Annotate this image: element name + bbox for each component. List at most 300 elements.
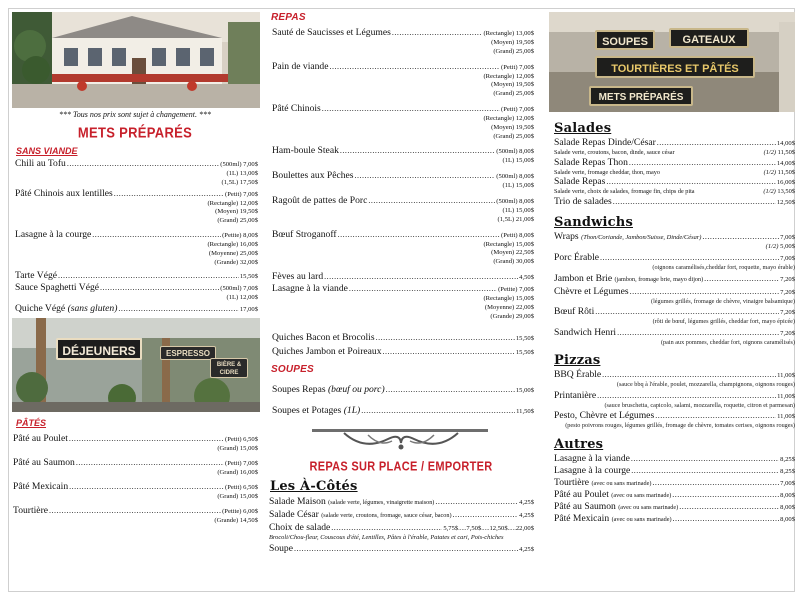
menu-item	[554, 465, 795, 477]
menu-item	[272, 346, 534, 358]
salades-list	[545, 137, 795, 208]
menu-item-price: 15,00$	[515, 387, 534, 395]
menu-item-price-option: (Grande) 29,00$	[490, 312, 534, 320]
menu-item-name	[554, 286, 629, 297]
menu-item	[15, 303, 258, 315]
autres-heading: Autres	[554, 436, 604, 452]
menu-item-row	[554, 390, 795, 402]
menu-item-desc: Salade verte, choix de salades, fromage fin, chips de pita	[554, 188, 695, 195]
menu-item-price: 7,20$	[780, 309, 795, 317]
menu-item-price: (500ml) 8,00$	[496, 148, 534, 156]
menu-item	[13, 457, 258, 478]
menu-item-note: (avec ou sans marinade)	[611, 515, 672, 523]
menu-item-price-option: (Rectangle) 12,00$	[483, 114, 534, 122]
menu-item-name-text: Sauce Spaghetti Végé	[15, 282, 100, 294]
menu-item	[554, 410, 795, 430]
menu-item	[272, 229, 534, 267]
leader-dots	[49, 505, 221, 516]
menu-item-row	[15, 188, 258, 200]
menu-item-name	[554, 252, 599, 263]
menu-item-row	[272, 271, 534, 283]
menu-item-row	[15, 158, 258, 170]
menu-item	[272, 271, 534, 283]
menu-item-price: 11,00$	[777, 392, 795, 400]
menu-item-row	[15, 270, 258, 282]
half-portion-price: 5,00$	[780, 242, 795, 250]
menu-item-row	[269, 509, 534, 521]
menu-item	[269, 496, 534, 508]
menu-item-price: (500ml) 7,00$	[220, 161, 258, 168]
menu-item-price-option: (Grand) 25,00$	[493, 132, 534, 140]
menu-item-name	[554, 477, 651, 489]
menu-item-name	[269, 509, 452, 521]
menu-item-name-text: Quiches Jambon et Poireaux	[272, 346, 382, 358]
menu-item-row	[13, 457, 258, 469]
menu-item-name-text: Lasagne à la viande	[272, 282, 348, 294]
leader-dots	[322, 103, 500, 114]
menu-item	[554, 137, 795, 157]
menu-item-name-text: Ham-boule Steak	[272, 145, 339, 157]
half-portion	[764, 169, 795, 177]
menu-item-name-text: Salade César	[269, 509, 319, 521]
menu-item-row	[272, 27, 534, 39]
menu-item-price: 8,25$	[780, 455, 795, 463]
menu-item-name-text: Pâté au Saumon	[554, 500, 616, 512]
menu-item	[554, 390, 795, 410]
menu-item	[272, 103, 534, 141]
menu-item-row	[15, 229, 258, 241]
menu-item-price: 17,00$	[239, 306, 258, 314]
leader-dots	[673, 513, 780, 524]
menu-item-note: (jambon, fromage brie, mayo dijon)	[614, 275, 704, 283]
menu-item-price: 4,25$	[519, 499, 534, 507]
leader-dots	[69, 481, 224, 492]
menu-item-price-option: (Rectangle) 12,00$	[483, 72, 534, 80]
leader-dots	[392, 27, 483, 38]
shop-signs-photo	[549, 12, 795, 112]
leader-dots	[118, 303, 238, 314]
leader-dots	[672, 489, 779, 500]
menu-item-name	[554, 157, 628, 168]
menu-item-desc: Salade verte, fromage cheddar, thon, mayo	[554, 168, 660, 176]
menu-item-note: (avec ou sans marinade)	[611, 491, 672, 499]
menu-item-price: 7,20$	[780, 329, 795, 337]
espresso-sign	[160, 346, 216, 360]
menu-item-price: (Petite) 6,00$	[222, 507, 258, 515]
menu-item-note: (avec ou sans marinade)	[618, 503, 679, 511]
half-portion-label: (1/2)	[763, 149, 777, 156]
tourtieres-sign	[595, 56, 755, 78]
menu-item-name-text: Pâté Chinois aux lentilles	[15, 187, 113, 199]
menu-item-row	[554, 196, 795, 208]
menu-item-row	[272, 61, 534, 73]
menu-item-name	[554, 327, 616, 338]
menu-item-row	[15, 282, 258, 294]
menu-item-price-option: (Grand) 15,00$	[217, 445, 258, 453]
menu-item-name	[272, 283, 348, 294]
menu-item-name-text: Pâté au Poulet	[554, 488, 609, 500]
half-portion-price: 11,50$	[777, 149, 795, 156]
menu-item-row	[272, 170, 534, 182]
menu-item-row	[554, 176, 795, 188]
ornament-divider	[268, 425, 534, 455]
menu-item-row	[554, 286, 795, 298]
menu-item-row	[554, 157, 795, 169]
menu-item-name-text: Sandwich Henri	[554, 326, 617, 338]
leader-dots	[294, 543, 518, 554]
menu-item-price-option: (Grand) 25,00$	[493, 90, 534, 98]
menu-item	[554, 286, 795, 306]
menu-item-name	[269, 522, 330, 533]
half-portion-label: (1/2)	[765, 242, 779, 250]
leader-dots	[100, 282, 219, 293]
leader-dots	[76, 457, 224, 468]
menu-item-name-text: Soupe	[269, 543, 293, 555]
menu-item-name	[554, 369, 601, 380]
menu-item-price-option: (Moyen) 19,50$	[491, 39, 534, 46]
pates-list	[10, 433, 260, 525]
menu-item	[13, 481, 258, 502]
menu-item-price-option: (1L) 15,00$	[502, 182, 534, 190]
menu-item-price: (Petite) 7,00$	[498, 285, 534, 293]
menu-item-name-text: Tourtière	[554, 476, 590, 488]
menu-item	[554, 477, 795, 489]
menu-item-price-option: (Moyenne) 25,00$	[208, 249, 258, 257]
menu-item-name-text: Salade Repas	[554, 176, 606, 187]
menu-item-name	[554, 513, 672, 525]
menu-item-row	[272, 405, 534, 417]
menu-item-name	[13, 457, 75, 468]
menu-item-name-text: Salade Maison	[269, 496, 326, 508]
menu-item-price: (Petit) 6,50$	[225, 436, 258, 444]
menu-item	[554, 157, 795, 177]
menu-item-row	[554, 477, 795, 489]
leader-dots	[704, 273, 779, 284]
menu-item-name-text: Tarte Végé	[15, 270, 58, 282]
menu-item-name	[554, 196, 612, 207]
menu-item-price-option: (Rectangle) 12,00$	[207, 199, 258, 207]
menu-item-name	[272, 271, 323, 282]
menu-item-price-option: (1L) 13,00$	[226, 170, 258, 177]
menu-item-name-text: Salade Repas Dinde/César	[554, 137, 656, 148]
menu-item-price-option: (Grande) 32,00$	[214, 258, 258, 266]
leader-dots	[386, 384, 515, 395]
leader-dots	[368, 195, 495, 206]
sandwichs-heading: Sandwichs	[554, 214, 633, 230]
leader-dots	[629, 157, 776, 168]
half-portion-label: (1/2)	[763, 168, 777, 176]
half-portion-price: 11,50$	[777, 168, 795, 176]
half-portion-price: 13,50$	[777, 188, 795, 195]
leader-dots	[679, 501, 779, 512]
leader-dots	[600, 252, 779, 263]
leader-dots	[114, 188, 224, 199]
menu-item-name-text: Quiches Bacon et Brocolis	[272, 332, 375, 344]
menu-item-desc: (rôti de bœuf, légumes grillés, cheddar fort, mayo épicée)	[652, 318, 795, 326]
menu-item	[269, 543, 534, 555]
menu-item-name	[272, 195, 367, 206]
menu-item-price: 4,25$	[519, 512, 534, 520]
leader-dots	[338, 229, 500, 240]
menu-item-price-option: (Moyen) 19,50$	[215, 208, 258, 216]
menu-item-name	[272, 405, 360, 416]
leader-dots	[630, 286, 780, 297]
menu-item-name-text: Tourtière	[13, 504, 49, 516]
menu-item-name-text: Wraps	[554, 230, 579, 242]
menu-item-name-text: Chili au Tofu	[15, 158, 66, 169]
menu-item	[554, 176, 795, 196]
salades-heading: Salades	[554, 121, 612, 136]
mets-prepares-sign	[589, 86, 693, 106]
menu-item-name	[554, 306, 594, 317]
leader-dots	[92, 229, 221, 240]
pizzas-heading: Pizzas	[554, 353, 601, 369]
repas-heading: REPAS	[271, 12, 306, 23]
menu-item-name-text: Lasagne à la courge	[15, 228, 92, 240]
menu-item-price: (Rectangle) 13,00$	[483, 30, 534, 37]
menu-item-note: (avec ou sans marinade)	[591, 479, 652, 487]
menu-item	[272, 61, 534, 99]
menu-item-price-option: (Grand) 16,00$	[217, 468, 258, 476]
menu-item-row	[554, 369, 795, 381]
menu-item	[15, 158, 258, 188]
repas-sur-place-heading: REPAS SUR PLACE / EMPORTER	[309, 460, 493, 475]
leader-dots	[655, 410, 776, 421]
menu-item-name-text: BBQ Érable	[554, 369, 602, 381]
gateaux-sign	[669, 28, 749, 48]
dejeuners-sign	[56, 338, 142, 360]
menu-item	[13, 433, 258, 454]
menu-item-price: (Petit) 7,00$	[501, 105, 534, 113]
leader-dots	[435, 496, 518, 507]
menu-item-name-text: Pain de viande	[272, 60, 329, 72]
leader-dots	[631, 465, 779, 476]
menu-item-desc-row	[554, 149, 795, 157]
menu-item	[554, 513, 795, 525]
menu-item	[554, 453, 795, 465]
sandwichs-list	[545, 231, 795, 347]
dejeuners-sign-photo	[12, 318, 260, 412]
menu-item-row	[554, 410, 795, 422]
menu-item-name	[272, 170, 354, 181]
menu-item-name-text: Fèves au lard	[272, 270, 324, 282]
menu-item-price-option: (Moyen) 19,50$	[491, 81, 534, 89]
menu-item-name-text: Salade Repas Thon	[554, 156, 628, 168]
leader-dots	[361, 405, 515, 416]
menu-item	[15, 270, 258, 282]
leader-dots	[331, 522, 442, 533]
menu-item-desc: (sauce bruschetta, capicolo, salami, mozzarella, roquette, citron et parmesan)	[604, 401, 795, 409]
pates-heading: PÂTÉS	[16, 418, 47, 429]
menu-item-price: 15,50$	[515, 335, 534, 343]
menu-item-name	[272, 27, 391, 38]
menu-item-row	[554, 453, 795, 465]
mets-prepares-sign-text: METS PRÉPARÉS	[598, 92, 684, 103]
menu-item-row	[272, 195, 534, 207]
menu-item-price: (Petit) 7,00$	[225, 459, 258, 467]
leader-dots	[606, 176, 775, 187]
menu-item	[272, 170, 534, 191]
menu-item-desc-row	[554, 169, 795, 177]
menu-item-price: 15,50$	[515, 349, 534, 357]
menu-item-price: 4,25$	[519, 546, 534, 554]
menu-item-name	[554, 390, 596, 401]
menu-item	[272, 195, 534, 225]
menu-item-row	[554, 501, 795, 513]
menu-item-name	[272, 61, 328, 72]
menu-item-price-option: (Moyen) 22,50$	[491, 249, 534, 257]
right-column	[545, 12, 795, 525]
menu-item-price: 11,00$	[777, 372, 795, 380]
menu-item-name	[554, 410, 654, 421]
half-portion-label: (1/2)	[763, 188, 776, 195]
menu-item	[13, 505, 258, 526]
leader-dots	[602, 369, 776, 380]
leader-dots	[69, 433, 224, 444]
leader-dots	[613, 196, 776, 207]
menu-item-note: (sans gluten)	[67, 303, 118, 315]
menu-item	[554, 196, 795, 208]
pizzas-list	[545, 369, 795, 430]
leader-dots	[349, 283, 497, 294]
gateaux-sign-text: GATEAUX	[682, 34, 736, 46]
menu-item-price-option: (Grande) 14,50$	[214, 516, 258, 524]
menu-item-price-option: (Rectangle) 16,00$	[207, 240, 258, 248]
menu-item-desc: (légumes grillés, fromage de chèvre, vinaigre balsamique)	[651, 297, 795, 305]
menu-item-note: (bœuf ou porc)	[327, 384, 385, 396]
leader-dots	[597, 390, 776, 401]
menu-item	[15, 229, 258, 267]
menu-item	[272, 283, 534, 321]
menu-item-note: (Thon/Coriande, Jambon/Suisse, Dinde/César)	[581, 233, 702, 241]
menu-item-note: (salade verte, légumes, vinaigrette maison)	[328, 499, 435, 507]
soupes-heading: SOUPES	[271, 364, 314, 376]
menu-item-name	[272, 229, 337, 240]
leader-dots	[383, 346, 515, 357]
menu-item-price-option: (Grand) 30,00$	[493, 258, 534, 266]
menu-item-name-text: Pâté au Saumon	[13, 456, 75, 468]
leader-dots	[58, 270, 239, 281]
menu-item-row	[272, 145, 534, 157]
price-change-notice: *** Tous nos prix sont sujet à changement. ***	[59, 110, 211, 119]
menu-item	[554, 369, 795, 389]
menu-item-name	[554, 137, 656, 148]
menu-item-name	[272, 145, 339, 156]
menu-item-price: 15,50$	[239, 273, 258, 281]
menu-item-name	[269, 496, 434, 508]
menu-item-row	[554, 231, 795, 243]
soupes-list	[268, 384, 534, 417]
leader-dots	[657, 137, 776, 148]
menu-item-price-option: (1L) 15,00$	[502, 157, 534, 165]
menu-item-row	[269, 522, 534, 534]
menu-item-row	[272, 103, 534, 115]
menu-item-name	[15, 229, 91, 240]
menu-item-price: 16,00$	[776, 179, 795, 186]
menu-item-name	[554, 231, 701, 243]
menu-item-price: (500ml) 8,00$	[496, 173, 534, 181]
menu-item-price: 7,00$	[780, 479, 795, 487]
menu-item-row	[554, 137, 795, 149]
menu-item	[272, 405, 534, 417]
menu-item-price: 14,00$	[776, 140, 795, 147]
menu-item	[554, 252, 795, 272]
menu-item-name-text: Pâté Mexicain	[554, 512, 610, 524]
menu-item-name	[554, 273, 703, 285]
leader-dots	[453, 509, 519, 520]
menu-item-price: (Petit) 8,00$	[501, 231, 534, 239]
menu-item-row	[554, 252, 795, 264]
menu-item	[15, 282, 258, 303]
menu-item	[554, 231, 795, 252]
menu-item-name	[15, 282, 99, 293]
sans-viande-heading: SANS VIANDE	[16, 146, 78, 156]
menu-item-price: 8,00$	[780, 503, 795, 511]
store-front-illustration	[12, 12, 260, 108]
menu-item-desc-row	[554, 188, 795, 196]
biere-cidre-sign-text: BIÈRE & CIDRE	[216, 362, 242, 377]
menu-item-price: (500ml) 8,00$	[496, 197, 534, 205]
menu-item-name-text: Quiche Végé	[15, 303, 66, 315]
menu-item	[272, 27, 534, 57]
choix-salade-desc: Brocoli/Chou-fleur, Couscous d'été, Lentilles, Pâtes à l'érable, Patates et cari, Pois-chiches	[269, 534, 504, 542]
menu-item	[554, 489, 795, 501]
menu-item-note: (salade verte, croutons, fromage, sauce césar, bacon)	[321, 512, 452, 520]
soupes-sign-text: SOUPES	[602, 36, 648, 48]
menu-item-name-text: Sauté de Saucisses et Légumes	[272, 27, 391, 38]
menu-item-row	[272, 346, 534, 358]
menu-item	[554, 273, 795, 285]
menu-item-row	[554, 273, 795, 285]
menu-item-name	[272, 384, 385, 395]
menu-item-name-text: Printanière	[554, 389, 597, 401]
half-portion	[764, 149, 795, 157]
menu-item-price: 7,20$	[780, 275, 795, 283]
menu-item-name	[269, 543, 293, 554]
half-portion	[763, 188, 795, 196]
menu-item-price: (500ml) 7,00$	[220, 285, 258, 293]
menu-item-row	[554, 513, 795, 525]
menu-item	[269, 522, 534, 534]
leader-dots	[67, 158, 219, 169]
menu-item-name	[13, 433, 68, 444]
menu-item-name	[272, 332, 375, 343]
menu-item-price: 7,00$	[780, 233, 795, 241]
leader-dots	[376, 332, 515, 343]
middle-column	[268, 12, 534, 555]
menu-item-row	[554, 489, 795, 501]
menu-item-name-text: Boulettes aux Pêches	[272, 170, 354, 182]
les-a-cotes-list	[268, 496, 534, 555]
menu-item	[272, 384, 534, 396]
menu-item	[272, 145, 534, 166]
menu-item-name	[15, 158, 66, 169]
menu-item-price: 8,00$	[780, 491, 795, 499]
menu-item-desc: (sauce bbq à l'érable, poulet, mozzarella, champignons, oignons rouges)	[616, 381, 795, 389]
menu-item-price-option: (Rectangle) 15,00$	[483, 294, 534, 302]
menu-item	[15, 188, 258, 226]
menu-item-name	[272, 346, 382, 357]
menu-item-name	[15, 270, 57, 281]
menu-item-price: 7,00$	[780, 255, 795, 263]
menu-item-name-text: Lasagne à la courge	[554, 464, 631, 476]
menu-item-price: (Petit) 7,00$	[501, 63, 534, 71]
menu-item-name	[272, 103, 321, 114]
tourtieres-sign-text: TOURTIÈRES ET PÂTÉS	[611, 63, 739, 75]
menu-item-name-text: Soupes Repas	[272, 384, 326, 396]
menu-item	[269, 509, 534, 521]
menu-item-name-text: Pâté Mexicain	[13, 480, 69, 492]
